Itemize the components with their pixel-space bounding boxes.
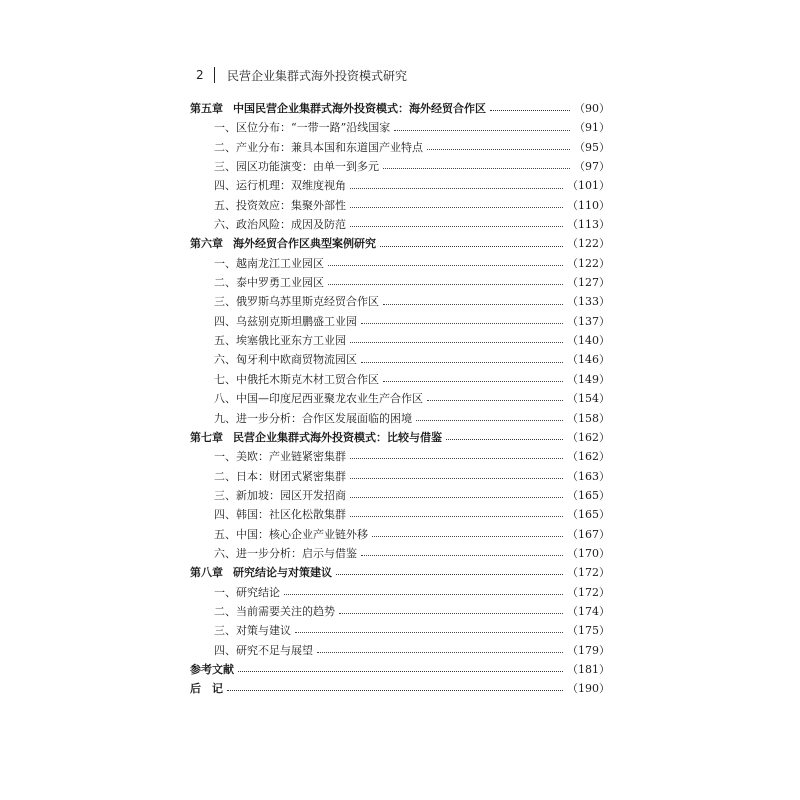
dot-leader [361,323,563,324]
entry-title: 二、产业分布：兼具本国和东道国产业特点 [214,140,423,154]
entry-title: 六、匈牙利中欧商贸物流园区 [214,353,357,367]
entry-title: 三、园区功能演变：由单一到多元 [214,160,379,174]
entry-title: 二、日本：财团式紧密集群 [214,469,346,483]
entry-page-number: （162） [567,450,610,464]
entry-page-number: （174） [567,604,610,618]
entry-title: 四、研究不足与展望 [214,643,313,657]
entry-title: 五、埃塞俄比亚东方工业园 [214,334,346,348]
entry-title: 后 记 [190,682,223,696]
toc-section-entry [190,621,610,640]
dot-leader [295,632,563,633]
dot-leader [380,246,563,247]
entry-title: 三、俄罗斯乌苏里斯克经贸合作区 [214,295,379,309]
entry-title: 海外经贸合作区典型案例研究 [233,237,376,251]
toc-chapter-entry [190,234,610,253]
entry-page-number: （95） [574,140,610,154]
toc-section-entry [190,505,610,524]
toc-section-entry [190,138,610,157]
entry-title: 三、新加坡：园区开发招商 [214,488,346,502]
entry-title: 八、中国—印度尼西亚聚龙农业生产合作区 [214,392,423,406]
entry-page-number: （190） [567,682,610,696]
dot-leader [284,594,563,595]
toc-section-entry [190,602,610,621]
dot-leader [350,478,563,479]
entry-page-number: （165） [567,508,610,522]
dot-leader [350,188,563,189]
dot-leader [350,226,563,227]
toc-section-entry [190,157,610,176]
entry-page-number: （113） [567,218,610,232]
toc-section-entry [190,486,610,505]
header-divider [214,67,215,83]
entry-page-number: （101） [567,179,610,193]
dot-leader [383,304,563,305]
dot-leader [383,381,563,382]
toc-chapter-entry [190,99,610,118]
dot-leader [427,400,563,401]
entry-page-number: （97） [574,160,610,174]
dot-leader [350,516,563,517]
entry-page-number: （163） [567,469,610,483]
entry-title: 四、乌兹别克斯坦鹏盛工业园 [214,314,357,328]
dot-leader [317,652,563,653]
entry-page-number: （91） [574,121,610,135]
dot-leader [336,574,563,575]
toc-chapter-entry [190,679,610,698]
entry-title: 一、区位分布：“一带一路”沿线国家 [214,121,391,135]
entry-title: 六、进一步分析：启示与借鉴 [214,546,357,560]
toc-section-entry [190,273,610,292]
dot-leader [350,458,563,459]
dot-leader [361,362,563,363]
toc-chapter-entry [190,563,610,582]
entry-title: 二、泰中罗勇工业园区 [214,276,324,290]
toc-section-entry [190,312,610,331]
entry-page-number: （133） [567,295,610,309]
toc-section-entry [190,196,610,215]
page-number: 2 [196,68,204,82]
chapter-label: 第五章 [190,102,223,115]
table-of-contents [190,99,610,699]
entry-title: 五、中国：核心企业产业链外移 [214,527,368,541]
entry-title: 三、对策与建议 [214,624,291,638]
dot-leader [350,207,563,208]
entry-title: 一、美欧：产业链紧密集群 [214,450,346,464]
entry-title: 研究结论与对策建议 [233,566,332,580]
toc-section-entry [190,525,610,544]
toc-section-entry [190,292,610,311]
dot-leader [361,555,563,556]
entry-title: 民营企业集群式海外投资模式：比较与借鉴 [233,430,442,444]
dot-leader [350,342,563,343]
entry-title: 二、当前需要关注的趋势 [214,604,335,618]
entry-title: 六、政治风险：成因及防范 [214,218,346,232]
toc-section-entry [190,350,610,369]
dot-leader [339,613,563,614]
chapter-label: 第七章 [190,430,223,444]
dot-leader [227,690,563,691]
toc-section-entry [190,370,610,389]
chapter-label: 第八章 [190,566,223,580]
entry-page-number: （167） [567,527,610,541]
toc-section-entry [190,409,610,428]
toc-section-entry [190,544,610,563]
entry-page-number: （162） [567,430,610,444]
entry-page-number: （146） [567,353,610,367]
entry-page-number: （140） [567,334,610,348]
entry-page-number: （149） [567,372,610,386]
toc-section-entry [190,118,610,137]
entry-page-number: （122） [567,237,610,251]
dot-leader [238,671,563,672]
entry-title: 五、投资效应：集聚外部性 [214,198,346,212]
toc-section-entry [190,176,610,195]
toc-section-entry [190,331,610,350]
dot-leader [350,497,563,498]
toc-section-entry [190,254,610,273]
entry-page-number: （154） [567,392,610,406]
dot-leader [328,265,563,266]
chapter-label: 第六章 [190,237,223,251]
dot-leader [383,168,570,169]
dot-leader [394,130,570,131]
entry-title: 一、研究结论 [214,585,280,599]
toc-section-entry [190,447,610,466]
dot-leader [416,420,563,421]
entry-title: 九、进一步分析：合作区发展面临的困境 [214,411,412,425]
dot-leader [490,110,570,111]
dot-leader [446,439,563,440]
entry-page-number: （90） [574,102,610,115]
entry-title: 一、越南龙江工业园区 [214,256,324,270]
entry-page-number: （165） [567,488,610,502]
book-title: 民营企业集群式海外投资模式研究 [227,68,408,83]
entry-page-number: （175） [567,624,610,638]
toc-section-entry [190,389,610,408]
toc-section-entry [190,215,610,234]
entry-title: 七、中俄托木斯克木材工贸合作区 [214,372,379,386]
entry-page-number: （122） [567,256,610,270]
entry-page-number: （137） [567,314,610,328]
entry-title: 四、运行机理：双维度视角 [214,179,346,193]
entry-title: 四、韩国：社区化松散集群 [214,508,346,522]
dot-leader [328,284,563,285]
entry-page-number: （179） [567,643,610,657]
entry-page-number: （127） [567,276,610,290]
entry-page-number: （110） [567,198,610,212]
entry-page-number: （158） [567,411,610,425]
entry-title: 参考文献 [190,662,234,676]
entry-page-number: （172） [567,585,610,599]
dot-leader [427,149,570,150]
entry-page-number: （181） [567,662,610,676]
toc-chapter-entry [190,428,610,447]
toc-chapter-entry [190,660,610,679]
toc-section-entry [190,641,610,660]
entry-page-number: （170） [567,546,610,560]
running-header [196,66,407,84]
dot-leader [372,536,563,537]
toc-section-entry [190,583,610,602]
entry-title: 中国民营企业集群式海外投资模式：海外经贸合作区 [233,102,486,115]
entry-page-number: （172） [567,566,610,580]
toc-section-entry [190,467,610,486]
